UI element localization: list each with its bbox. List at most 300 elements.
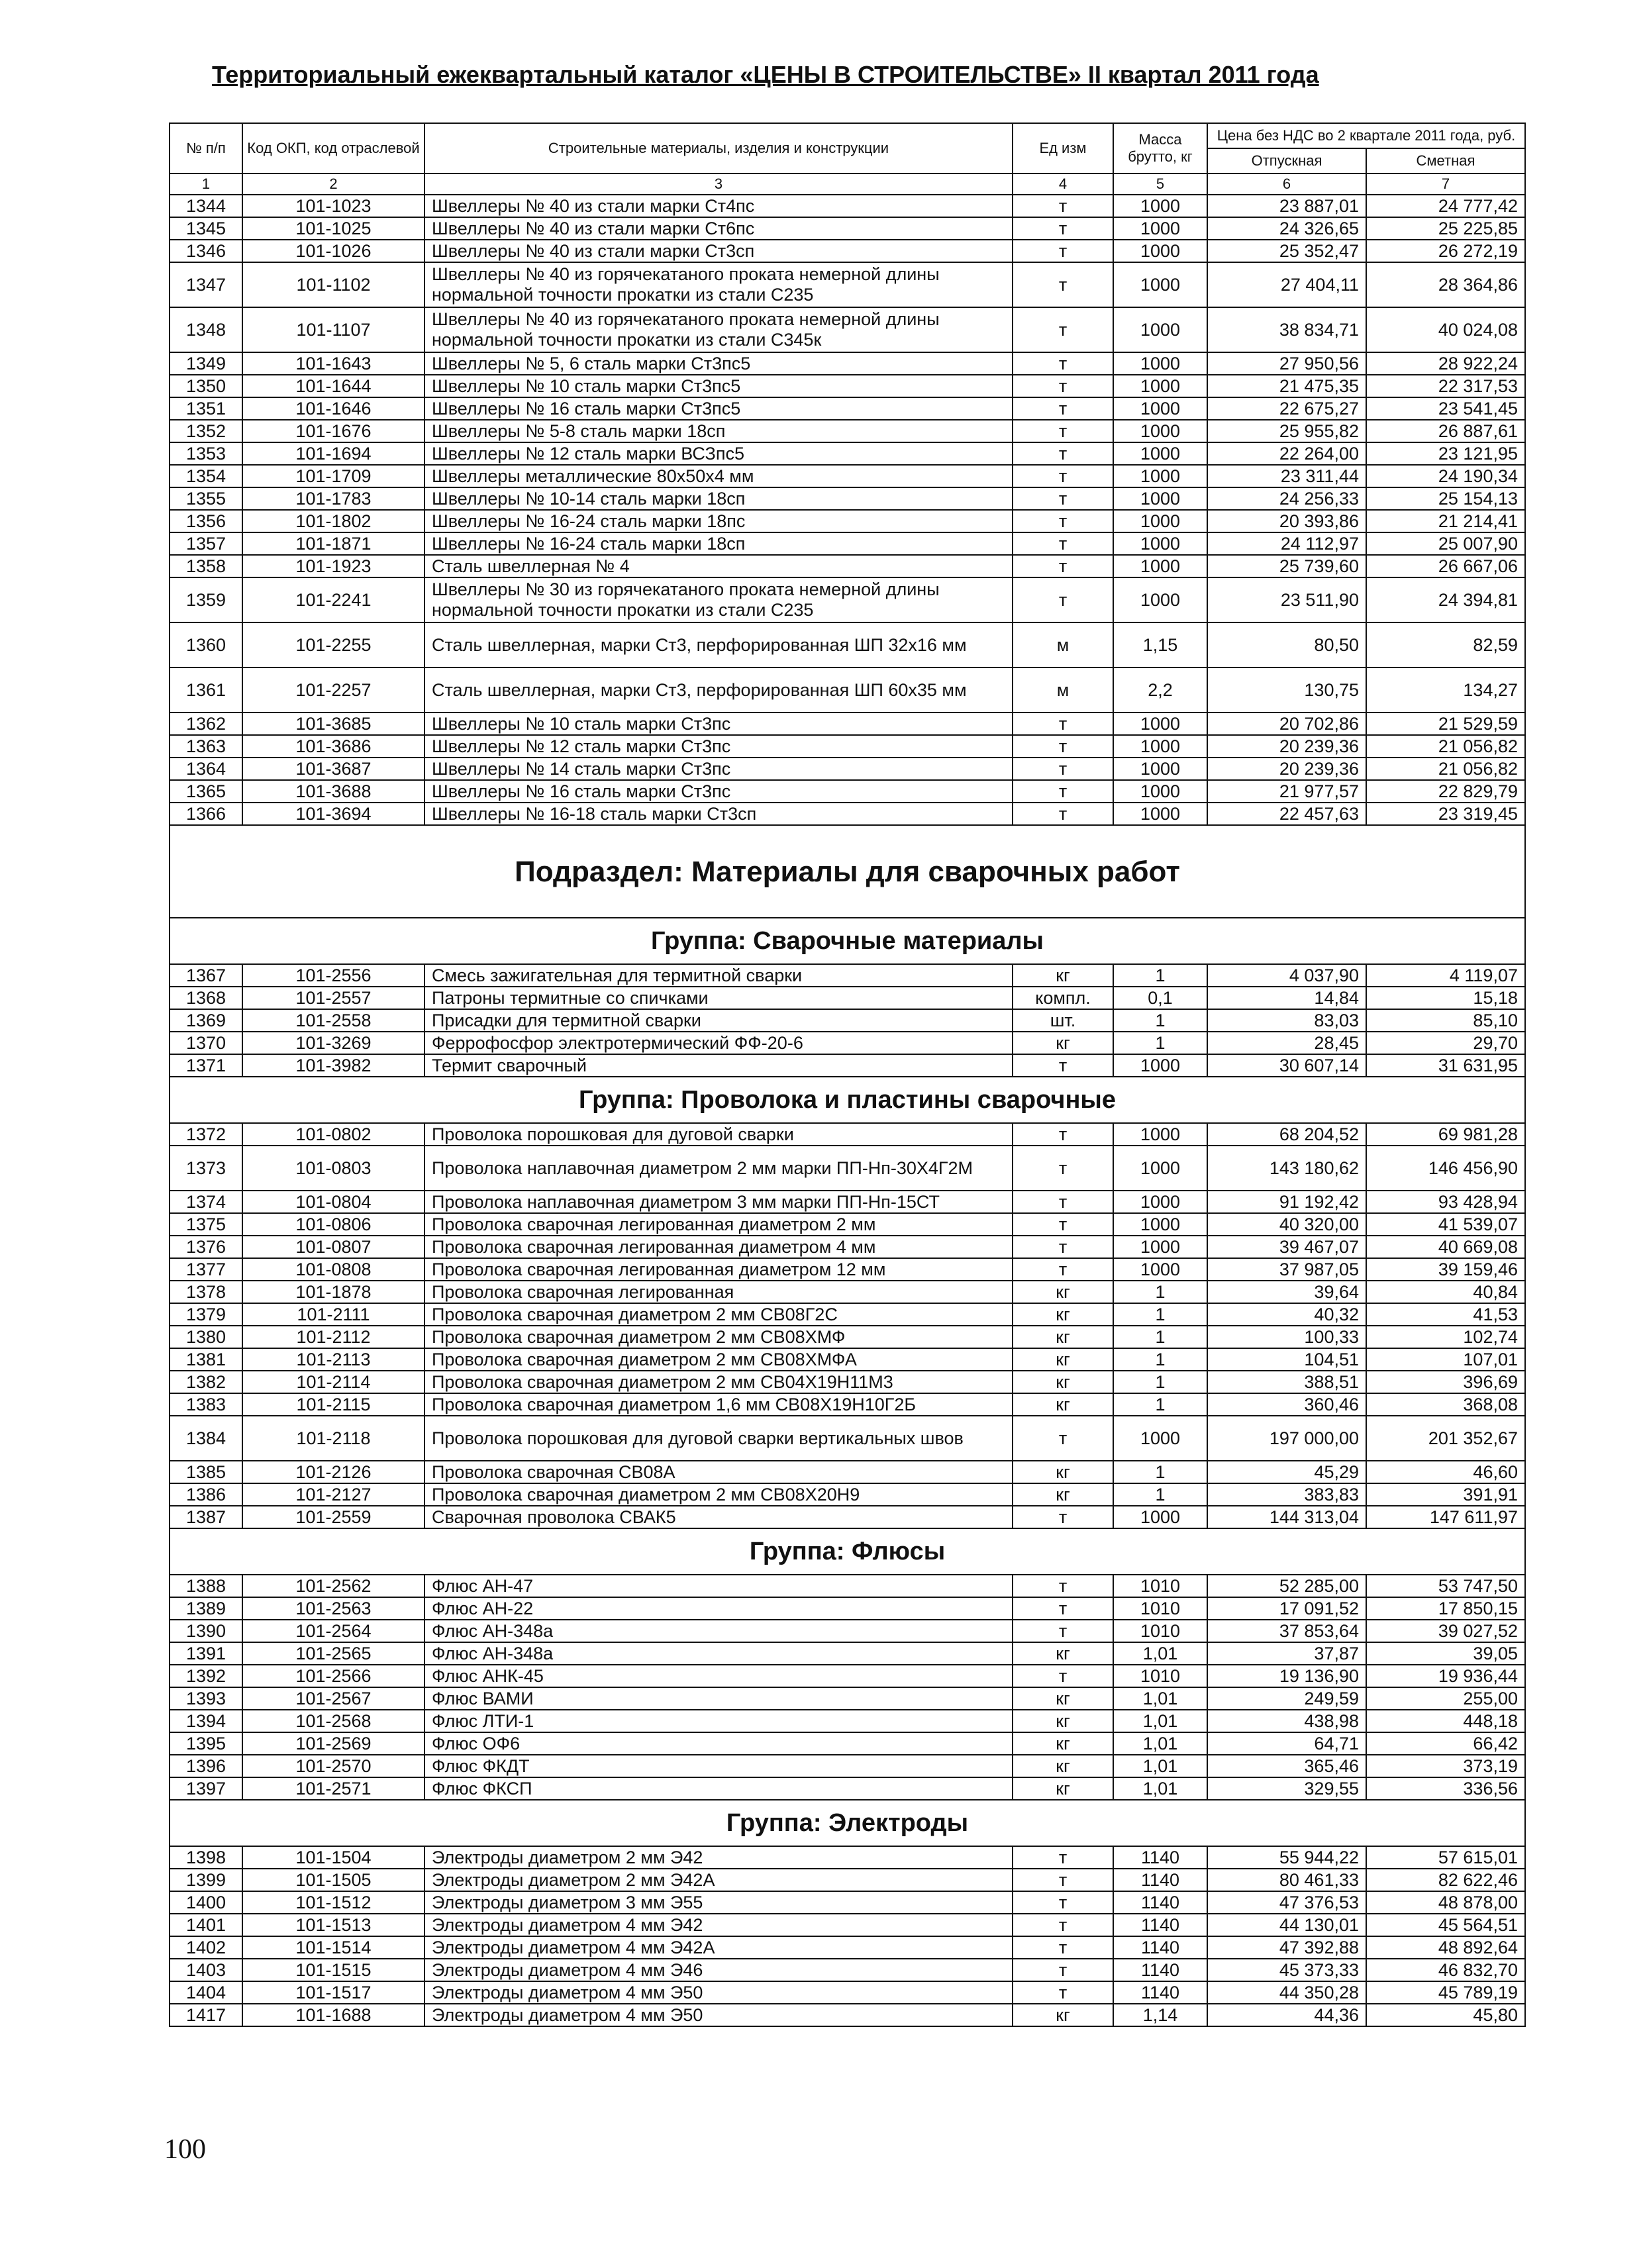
cell-num: 1354: [170, 465, 242, 487]
cell-price-retail: 25 352,47: [1207, 240, 1366, 262]
cell-price-retail: 24 112,97: [1207, 532, 1366, 555]
cell-num: 1351: [170, 397, 242, 420]
cell-num: 1397: [170, 1777, 242, 1800]
table-row: [170, 1371, 1525, 1393]
cell-name: Проволока сварочная диаметром 2 мм СВ08ХМФ: [424, 1326, 1013, 1348]
cell-price-estimate: 23 541,45: [1366, 397, 1525, 420]
cell-code: 101-1871: [242, 532, 424, 555]
cell-price-retail: 23 311,44: [1207, 465, 1366, 487]
cell-price-estimate: 22 317,53: [1366, 375, 1525, 397]
cell-code: 101-1646: [242, 397, 424, 420]
cell-code: 101-1517: [242, 1981, 424, 2004]
table-row: [170, 240, 1525, 262]
table-row: [170, 667, 1525, 713]
cell-price-estimate: 66,42: [1366, 1732, 1525, 1755]
group-title: Группа: Флюсы: [170, 1528, 1525, 1575]
cell-price-estimate: 45,80: [1366, 2004, 1525, 2026]
table-row: [170, 803, 1525, 825]
cell-mass: 1000: [1113, 375, 1207, 397]
cell-price-estimate: 146 456,90: [1366, 1146, 1525, 1191]
cell-price-retail: 37 853,64: [1207, 1620, 1366, 1642]
table-row: [170, 307, 1525, 352]
cell-mass: 1000: [1113, 532, 1207, 555]
cell-name: Электроды диаметром 4 мм Э42: [424, 1914, 1013, 1936]
cell-unit: т: [1013, 240, 1113, 262]
table-row: [170, 1213, 1525, 1236]
cell-mass: 1000: [1113, 442, 1207, 465]
cell-name: Проволока порошковая для дуговой сварки: [424, 1123, 1013, 1146]
cell-price-retail: 47 392,88: [1207, 1936, 1366, 1959]
cell-price-estimate: 26 887,61: [1366, 420, 1525, 442]
cell-mass: 1000: [1113, 1236, 1207, 1258]
cell-mass: 1,14: [1113, 2004, 1207, 2026]
cell-unit: т: [1013, 1846, 1113, 1869]
col-header-retail: Отпускная: [1207, 148, 1366, 173]
cell-name: Швеллеры № 5, 6 сталь марки Ст3пс5: [424, 352, 1013, 375]
cell-price-retail: 40,32: [1207, 1303, 1366, 1326]
table-row: [170, 487, 1525, 510]
cell-price-estimate: 134,27: [1366, 667, 1525, 713]
table-row: [170, 2004, 1525, 2026]
cell-price-retail: 14,84: [1207, 987, 1366, 1009]
cell-mass: 1: [1113, 1303, 1207, 1326]
group-title: Группа: Электроды: [170, 1800, 1525, 1846]
table-row: [170, 1146, 1525, 1191]
cell-price-estimate: 48 892,64: [1366, 1936, 1525, 1959]
cell-price-retail: 45 373,33: [1207, 1959, 1366, 1981]
cell-price-estimate: 45 564,51: [1366, 1914, 1525, 1936]
cell-code: 101-2241: [242, 577, 424, 622]
cell-price-retail: 197 000,00: [1207, 1416, 1366, 1461]
cell-price-retail: 144 313,04: [1207, 1506, 1366, 1528]
cell-code: 101-1504: [242, 1846, 424, 1869]
cell-unit: т: [1013, 1936, 1113, 1959]
cell-num: 1390: [170, 1620, 242, 1642]
table-row: [170, 713, 1525, 735]
cell-num: 1362: [170, 713, 242, 735]
table-row: [170, 1981, 1525, 2004]
cell-unit: т: [1013, 1416, 1113, 1461]
cell-name: Проволока порошковая для дуговой сварки вертикальных швов: [424, 1416, 1013, 1461]
cell-code: 101-2568: [242, 1710, 424, 1732]
table-row: [170, 1575, 1525, 1597]
cell-num: 1355: [170, 487, 242, 510]
cell-num: 1387: [170, 1506, 242, 1528]
cell-mass: 1140: [1113, 1891, 1207, 1914]
cell-unit: т: [1013, 1054, 1113, 1077]
table-row: [170, 217, 1525, 240]
cell-mass: 1140: [1113, 1981, 1207, 2004]
cell-mass: 1: [1113, 964, 1207, 987]
cell-mass: 2,2: [1113, 667, 1207, 713]
cell-price-retail: 25 955,82: [1207, 420, 1366, 442]
cell-price-estimate: 45 789,19: [1366, 1981, 1525, 2004]
cell-num: 1396: [170, 1755, 242, 1777]
cell-price-retail: 44,36: [1207, 2004, 1366, 2026]
cell-mass: 1000: [1113, 1416, 1207, 1461]
cell-unit: т: [1013, 1597, 1113, 1620]
price-table-container: [169, 123, 1524, 2027]
table-row: [170, 1869, 1525, 1891]
cell-price-retail: 360,46: [1207, 1393, 1366, 1416]
cell-price-retail: 52 285,00: [1207, 1575, 1366, 1597]
cell-num: 1344: [170, 195, 242, 217]
cell-price-estimate: 39 159,46: [1366, 1258, 1525, 1281]
column-number-row: [170, 173, 1525, 195]
cell-name: Швеллеры № 30 из горячекатаного проката немерной длины нормальной точности прокатки из стали С235: [424, 577, 1013, 622]
cell-num: 1385: [170, 1461, 242, 1483]
cell-mass: 1000: [1113, 465, 1207, 487]
cell-name: Флюс АН-47: [424, 1575, 1013, 1597]
cell-unit: кг: [1013, 1732, 1113, 1755]
cell-num: 1360: [170, 622, 242, 667]
cell-mass: 1: [1113, 1461, 1207, 1483]
table-row: [170, 1348, 1525, 1371]
cell-price-retail: 383,83: [1207, 1483, 1366, 1506]
cell-price-estimate: 147 611,97: [1366, 1506, 1525, 1528]
cell-price-retail: 40 320,00: [1207, 1213, 1366, 1236]
cell-num: 1364: [170, 758, 242, 780]
cell-code: 101-0807: [242, 1236, 424, 1258]
cell-code: 101-1513: [242, 1914, 424, 1936]
cell-code: 101-0802: [242, 1123, 424, 1146]
table-row: [170, 1687, 1525, 1710]
cell-price-estimate: 102,74: [1366, 1326, 1525, 1348]
cell-name: Присадки для термитной сварки: [424, 1009, 1013, 1032]
cell-name: Сталь швеллерная, марки Ст3, перфорированная ШП 32х16 мм: [424, 622, 1013, 667]
cell-num: 1359: [170, 577, 242, 622]
cell-unit: т: [1013, 397, 1113, 420]
cell-price-estimate: 25 154,13: [1366, 487, 1525, 510]
cell-code: 101-2257: [242, 667, 424, 713]
cell-unit: т: [1013, 735, 1113, 758]
cell-num: 1352: [170, 420, 242, 442]
group-heading-row: [170, 918, 1525, 964]
cell-price-retail: 37,87: [1207, 1642, 1366, 1665]
cell-price-estimate: 336,56: [1366, 1777, 1525, 1800]
cell-num: 1358: [170, 555, 242, 577]
cell-unit: кг: [1013, 1032, 1113, 1054]
table-row: [170, 1326, 1525, 1348]
cell-name: Швеллеры № 16-24 сталь марки 18сп: [424, 532, 1013, 555]
col-header-num: № п/п: [170, 123, 242, 173]
cell-price-retail: 130,75: [1207, 667, 1366, 713]
cell-code: 101-1643: [242, 352, 424, 375]
group-heading-row: [170, 1528, 1525, 1575]
table-row: [170, 1936, 1525, 1959]
table-row: [170, 1959, 1525, 1981]
cell-mass: 1: [1113, 1009, 1207, 1032]
cell-unit: т: [1013, 1869, 1113, 1891]
cell-num: 1365: [170, 780, 242, 803]
cell-code: 101-3686: [242, 735, 424, 758]
cell-price-retail: 143 180,62: [1207, 1146, 1366, 1191]
cell-mass: 1000: [1113, 307, 1207, 352]
cell-code: 101-2255: [242, 622, 424, 667]
cell-mass: 1000: [1113, 713, 1207, 735]
cell-price-retail: 388,51: [1207, 1371, 1366, 1393]
cell-name: Швеллеры № 12 сталь марки ВСЗпс5: [424, 442, 1013, 465]
cell-name: Проволока сварочная легированная диаметром 4 мм: [424, 1236, 1013, 1258]
table-row: [170, 1710, 1525, 1732]
cell-name: Флюс АН-348а: [424, 1620, 1013, 1642]
cell-code: 101-1512: [242, 1891, 424, 1914]
table-row: [170, 195, 1525, 217]
cell-mass: 1,01: [1113, 1755, 1207, 1777]
table-row: [170, 397, 1525, 420]
cell-name: Флюс ЛТИ-1: [424, 1710, 1013, 1732]
cell-name: Швеллеры № 40 из стали марки Ст6пс: [424, 217, 1013, 240]
price-table: [169, 123, 1526, 2027]
cell-unit: т: [1013, 1575, 1113, 1597]
cell-name: Сварочная проволока СВАК5: [424, 1506, 1013, 1528]
cell-unit: м: [1013, 667, 1113, 713]
cell-mass: 1140: [1113, 1959, 1207, 1981]
cell-mass: 1: [1113, 1326, 1207, 1348]
cell-price-retail: 19 136,90: [1207, 1665, 1366, 1687]
col-number: 4: [1013, 173, 1113, 195]
table-row: [170, 1416, 1525, 1461]
cell-code: 101-0808: [242, 1258, 424, 1281]
cell-code: 101-1026: [242, 240, 424, 262]
cell-unit: т: [1013, 420, 1113, 442]
table-row: [170, 375, 1525, 397]
cell-name: Флюс АНК-45: [424, 1665, 1013, 1687]
table-row: [170, 780, 1525, 803]
cell-num: 1382: [170, 1371, 242, 1393]
cell-unit: кг: [1013, 1326, 1113, 1348]
cell-num: 1386: [170, 1483, 242, 1506]
table-row: [170, 1755, 1525, 1777]
cell-name: Термит сварочный: [424, 1054, 1013, 1077]
cell-price-estimate: 31 631,95: [1366, 1054, 1525, 1077]
col-header-unit: Ед изм: [1013, 123, 1113, 173]
cell-unit: т: [1013, 803, 1113, 825]
cell-price-estimate: 41,53: [1366, 1303, 1525, 1326]
col-header-code: Код ОКП, код отраслевой: [242, 123, 424, 173]
cell-name: Швеллеры № 16 сталь марки Ст3пс5: [424, 397, 1013, 420]
cell-unit: т: [1013, 352, 1113, 375]
cell-price-retail: 55 944,22: [1207, 1846, 1366, 1869]
cell-unit: т: [1013, 1236, 1113, 1258]
cell-mass: 1140: [1113, 1936, 1207, 1959]
cell-name: Швеллеры металлические 80х50х4 мм: [424, 465, 1013, 487]
cell-price-retail: 68 204,52: [1207, 1123, 1366, 1146]
cell-num: 1383: [170, 1393, 242, 1416]
section-title: Подраздел: Материалы для сварочных работ: [170, 825, 1525, 918]
cell-code: 101-1709: [242, 465, 424, 487]
cell-price-estimate: 85,10: [1366, 1009, 1525, 1032]
cell-mass: 1000: [1113, 555, 1207, 577]
cell-mass: 1000: [1113, 195, 1207, 217]
cell-mass: 1,01: [1113, 1687, 1207, 1710]
cell-price-estimate: 19 936,44: [1366, 1665, 1525, 1687]
cell-num: 1377: [170, 1258, 242, 1281]
cell-unit: т: [1013, 1213, 1113, 1236]
cell-unit: т: [1013, 1665, 1113, 1687]
cell-mass: 1,01: [1113, 1777, 1207, 1800]
cell-num: 1417: [170, 2004, 242, 2026]
cell-price-estimate: 22 829,79: [1366, 780, 1525, 803]
cell-name: Электроды диаметром 3 мм Э55: [424, 1891, 1013, 1914]
cell-price-estimate: 53 747,50: [1366, 1575, 1525, 1597]
cell-name: Проволока сварочная СВ08А: [424, 1461, 1013, 1483]
cell-num: 1349: [170, 352, 242, 375]
col-header-estimate: Сметная: [1366, 148, 1525, 173]
cell-mass: 1000: [1113, 352, 1207, 375]
cell-name: Проволока сварочная легированная диаметром 12 мм: [424, 1258, 1013, 1281]
table-row: [170, 1846, 1525, 1869]
cell-name: Швеллеры № 10 сталь марки Ст3пс5: [424, 375, 1013, 397]
cell-price-retail: 27 404,11: [1207, 262, 1366, 307]
cell-unit: т: [1013, 1123, 1113, 1146]
table-row: [170, 1461, 1525, 1483]
col-number: 5: [1113, 173, 1207, 195]
cell-code: 101-1878: [242, 1281, 424, 1303]
cell-price-retail: 20 239,36: [1207, 758, 1366, 780]
cell-name: Швеллеры № 16-18 сталь марки Ст3сп: [424, 803, 1013, 825]
cell-mass: 1000: [1113, 1506, 1207, 1528]
cell-name: Швеллеры № 10-14 сталь марки 18сп: [424, 487, 1013, 510]
cell-num: 1368: [170, 987, 242, 1009]
cell-num: 1369: [170, 1009, 242, 1032]
cell-mass: 1140: [1113, 1869, 1207, 1891]
cell-price-estimate: 23 121,95: [1366, 442, 1525, 465]
cell-code: 101-2556: [242, 964, 424, 987]
cell-code: 101-1515: [242, 1959, 424, 1981]
cell-price-retail: 22 457,63: [1207, 803, 1366, 825]
table-row: [170, 758, 1525, 780]
cell-unit: кг: [1013, 1687, 1113, 1710]
cell-unit: т: [1013, 758, 1113, 780]
cell-price-retail: 38 834,71: [1207, 307, 1366, 352]
cell-name: Флюс ВАМИ: [424, 1687, 1013, 1710]
table-row: [170, 964, 1525, 987]
col-header-name: Строительные материалы, изделия и конструкции: [424, 123, 1013, 173]
cell-name: Швеллеры № 16 сталь марки Ст3пс: [424, 780, 1013, 803]
cell-price-retail: 329,55: [1207, 1777, 1366, 1800]
cell-name: Швеллеры № 40 из стали марки Ст4пс: [424, 195, 1013, 217]
cell-price-estimate: 41 539,07: [1366, 1213, 1525, 1236]
cell-code: 101-0806: [242, 1213, 424, 1236]
cell-price-estimate: 39 027,52: [1366, 1620, 1525, 1642]
table-row: [170, 1597, 1525, 1620]
cell-name: Патроны термитные со спичками: [424, 987, 1013, 1009]
cell-price-estimate: 25 225,85: [1366, 217, 1525, 240]
cell-unit: т: [1013, 1506, 1113, 1528]
cell-unit: компл.: [1013, 987, 1113, 1009]
cell-name: Проволока сварочная легированная: [424, 1281, 1013, 1303]
cell-price-retail: 21 977,57: [1207, 780, 1366, 803]
cell-unit: кг: [1013, 1777, 1113, 1800]
cell-unit: кг: [1013, 964, 1113, 987]
cell-num: 1395: [170, 1732, 242, 1755]
cell-mass: 1,15: [1113, 622, 1207, 667]
table-row: [170, 622, 1525, 667]
cell-unit: т: [1013, 532, 1113, 555]
cell-name: Швеллеры № 14 сталь марки Ст3пс: [424, 758, 1013, 780]
cell-name: Проволока сварочная диаметром 2 мм СВ08ХМФА: [424, 1348, 1013, 1371]
cell-unit: кг: [1013, 1393, 1113, 1416]
table-row: [170, 1281, 1525, 1303]
cell-mass: 1000: [1113, 1191, 1207, 1213]
cell-unit: т: [1013, 510, 1113, 532]
cell-mass: 1010: [1113, 1597, 1207, 1620]
cell-mass: 1: [1113, 1348, 1207, 1371]
cell-mass: 1000: [1113, 1213, 1207, 1236]
cell-mass: 1000: [1113, 510, 1207, 532]
cell-unit: т: [1013, 217, 1113, 240]
cell-mass: 1000: [1113, 577, 1207, 622]
cell-price-retail: 104,51: [1207, 1348, 1366, 1371]
cell-mass: 1010: [1113, 1620, 1207, 1642]
cell-price-estimate: 201 352,67: [1366, 1416, 1525, 1461]
cell-unit: т: [1013, 195, 1113, 217]
cell-unit: кг: [1013, 1483, 1113, 1506]
cell-code: 101-2115: [242, 1393, 424, 1416]
cell-price-retail: 24 326,65: [1207, 217, 1366, 240]
table-row: [170, 532, 1525, 555]
cell-unit: шт.: [1013, 1009, 1113, 1032]
cell-num: 1400: [170, 1891, 242, 1914]
cell-name: Электроды диаметром 4 мм Э42А: [424, 1936, 1013, 1959]
cell-unit: т: [1013, 555, 1113, 577]
cell-num: 1363: [170, 735, 242, 758]
cell-price-estimate: 26 667,06: [1366, 555, 1525, 577]
cell-name: Проволока сварочная диаметром 2 мм СВ04Х19Н11М3: [424, 1371, 1013, 1393]
cell-mass: 0,1: [1113, 987, 1207, 1009]
table-row: [170, 1777, 1525, 1800]
cell-price-retail: 25 739,60: [1207, 555, 1366, 577]
cell-unit: т: [1013, 375, 1113, 397]
table-row: [170, 1236, 1525, 1258]
cell-price-estimate: 29,70: [1366, 1032, 1525, 1054]
cell-mass: 1140: [1113, 1914, 1207, 1936]
cell-mass: 1,01: [1113, 1710, 1207, 1732]
cell-unit: кг: [1013, 1348, 1113, 1371]
cell-name: Швеллеры № 12 сталь марки Ст3пс: [424, 735, 1013, 758]
cell-num: 1384: [170, 1416, 242, 1461]
cell-price-estimate: 373,19: [1366, 1755, 1525, 1777]
cell-code: 101-2564: [242, 1620, 424, 1642]
cell-price-retail: 100,33: [1207, 1326, 1366, 1348]
cell-num: 1350: [170, 375, 242, 397]
cell-code: 101-2113: [242, 1348, 424, 1371]
table-row: [170, 510, 1525, 532]
col-number: 6: [1207, 173, 1366, 195]
col-number: 2: [242, 173, 424, 195]
cell-num: 1389: [170, 1597, 242, 1620]
cell-price-estimate: 39,05: [1366, 1642, 1525, 1665]
cell-unit: т: [1013, 577, 1113, 622]
cell-unit: т: [1013, 1191, 1113, 1213]
cell-code: 101-1102: [242, 262, 424, 307]
cell-unit: т: [1013, 1981, 1113, 2004]
cell-num: 1379: [170, 1303, 242, 1326]
cell-name: Швеллеры № 40 из горячекатаного проката немерной длины нормальной точности прокатки из стали С235: [424, 262, 1013, 307]
cell-code: 101-2126: [242, 1461, 424, 1483]
cell-code: 101-2559: [242, 1506, 424, 1528]
page-number: 100: [164, 2134, 206, 2165]
cell-price-estimate: 368,08: [1366, 1393, 1525, 1416]
cell-price-estimate: 21 214,41: [1366, 510, 1525, 532]
cell-code: 101-0803: [242, 1146, 424, 1191]
cell-name: Электроды диаметром 4 мм Э46: [424, 1959, 1013, 1981]
cell-name: Флюс ФКДТ: [424, 1755, 1013, 1777]
cell-price-estimate: 48 878,00: [1366, 1891, 1525, 1914]
cell-code: 101-3688: [242, 780, 424, 803]
cell-price-retail: 27 950,56: [1207, 352, 1366, 375]
